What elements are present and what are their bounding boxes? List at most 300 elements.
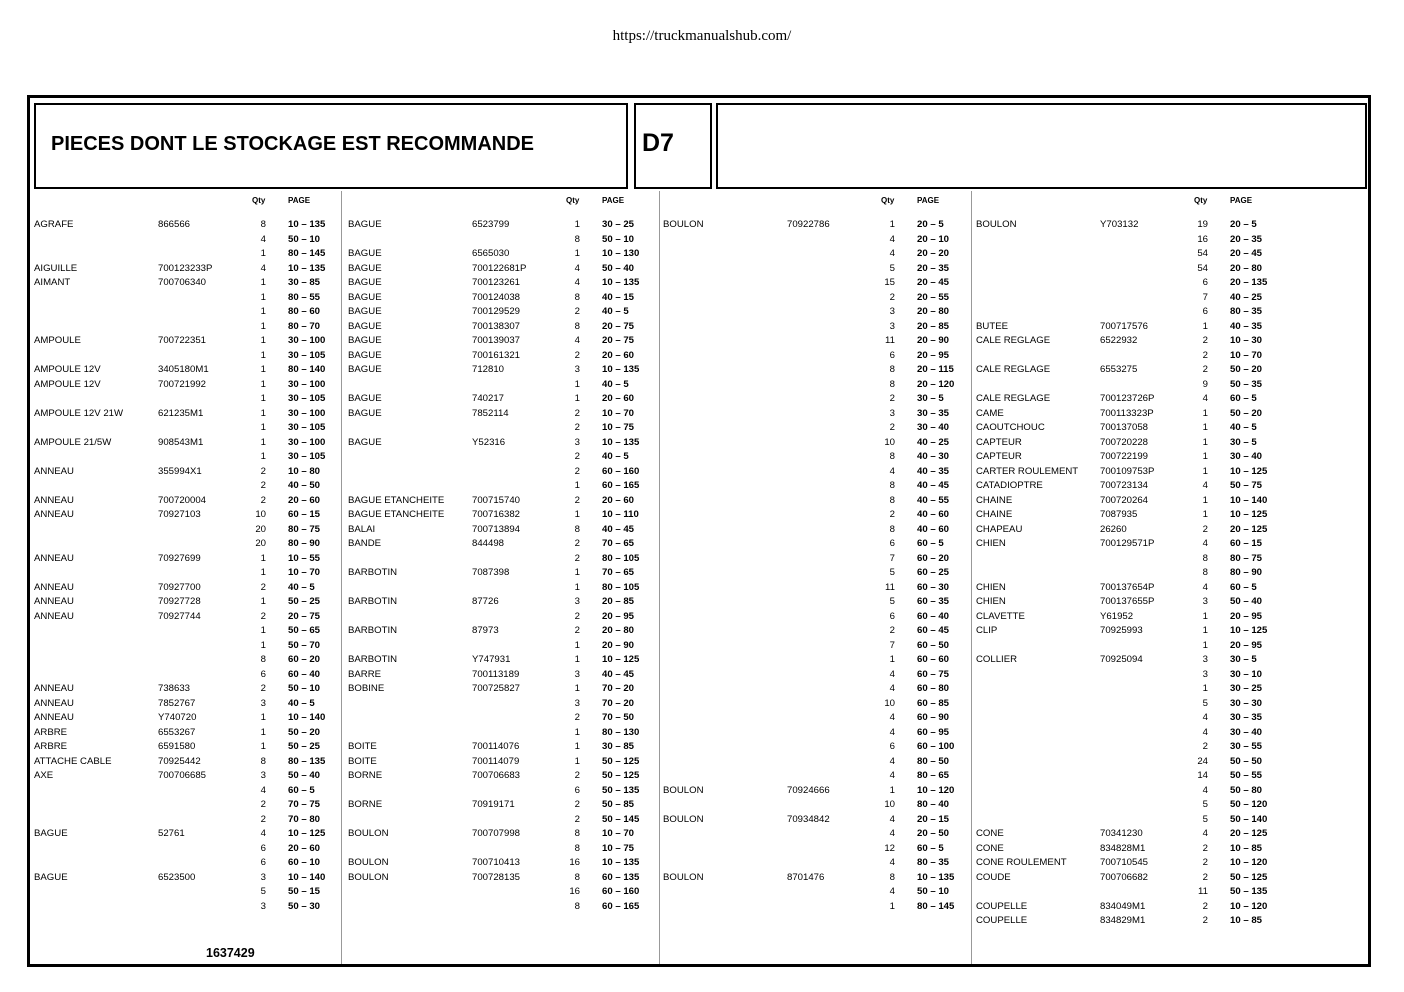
part-name: BAGUE <box>348 364 382 375</box>
page-reference: 80 – 35 <box>1230 306 1263 317</box>
part-reference: 70927103 <box>158 509 201 520</box>
part-name: BAGUE <box>348 306 382 317</box>
part-reference: 70925993 <box>1100 625 1143 636</box>
part-quantity: 2 <box>260 494 266 506</box>
part-quantity: 1 <box>260 451 266 462</box>
page-reference: 30 – 35 <box>1230 712 1263 723</box>
part-reference: 700707998 <box>472 828 521 839</box>
part-name: AMPOULE 21/5W <box>34 436 112 448</box>
page-reference: 50 – 55 <box>1230 770 1263 781</box>
part-reference: 844498 <box>472 538 505 549</box>
part-quantity: 1 <box>260 248 266 259</box>
page-reference: 60 – 90 <box>917 712 950 723</box>
page-reference: 10 – 75 <box>602 422 635 433</box>
part-quantity: 3 <box>574 364 580 375</box>
page-reference: 10 – 130 <box>602 248 640 259</box>
part-quantity: 3 <box>574 668 580 680</box>
part-quantity: 2 <box>889 422 895 433</box>
part-name: BAGUE <box>348 277 382 288</box>
part-reference: 700722351 <box>158 335 207 346</box>
page-reference: 60 – 10 <box>288 857 321 868</box>
part-quantity: 5 <box>1202 813 1208 825</box>
part-quantity: 1 <box>574 741 580 752</box>
page-reference: 30 – 10 <box>1230 668 1263 680</box>
page-reference: 50 – 125 <box>1230 871 1268 883</box>
part-quantity: 4 <box>889 248 895 259</box>
page-reference: 60 – 25 <box>917 567 950 578</box>
part-name: CAPTEUR <box>976 436 1022 448</box>
part-quantity: 4 <box>574 262 580 274</box>
part-name: ATTACHE CABLE <box>34 755 112 767</box>
page-column-header: PAGE <box>602 196 625 205</box>
page-reference: 40 – 25 <box>1230 291 1263 303</box>
part-quantity: 1 <box>1202 494 1208 506</box>
page-reference: 60 – 60 <box>917 654 950 665</box>
part-quantity: 1 <box>260 393 266 404</box>
part-quantity: 7 <box>889 552 895 564</box>
page-reference: 70 – 20 <box>602 697 635 709</box>
page-reference: 20 – 80 <box>917 306 950 317</box>
part-name: BUTEE <box>976 320 1008 332</box>
part-quantity: 1 <box>574 726 580 738</box>
page-reference: 70 – 65 <box>602 567 635 578</box>
page-reference: 50 – 40 <box>1230 596 1263 607</box>
part-quantity: 2 <box>1202 915 1208 926</box>
qty-column-header: Qty <box>881 196 895 205</box>
part-quantity: 4 <box>574 277 580 288</box>
part-quantity: 3 <box>574 436 580 448</box>
part-reference: 6523500 <box>158 871 196 883</box>
section-code-box <box>634 103 712 189</box>
part-quantity: 7 <box>1202 291 1208 303</box>
part-quantity: 5 <box>889 567 895 578</box>
part-name: CHIEN <box>976 581 1006 593</box>
part-name: BARBOTIN <box>348 567 398 578</box>
page-reference: 40 – 30 <box>917 451 950 462</box>
part-quantity: 1 <box>574 567 580 578</box>
page-reference: 60 – 5 <box>917 538 944 549</box>
part-reference: 700728135 <box>472 871 521 883</box>
part-quantity: 6 <box>260 842 266 854</box>
page-reference: 30 – 30 <box>1230 697 1263 709</box>
part-quantity: 3 <box>889 320 895 332</box>
part-quantity: 2 <box>260 465 266 477</box>
part-quantity: 4 <box>889 465 895 477</box>
page-reference: 50 – 50 <box>1230 755 1263 767</box>
part-quantity: 2 <box>574 625 580 636</box>
page-reference: 20 – 120 <box>917 378 955 390</box>
part-name: AGRAFE <box>34 219 74 230</box>
page-reference: 10 – 75 <box>602 842 635 854</box>
part-quantity: 1 <box>260 712 266 723</box>
part-quantity: 6 <box>260 857 266 868</box>
part-reference: 700706685 <box>158 770 207 781</box>
part-name: AXE <box>34 770 54 781</box>
parts-sheet <box>27 95 1371 967</box>
part-quantity: 2 <box>1202 871 1208 883</box>
part-name: CONE ROULEMENT <box>976 857 1067 868</box>
part-reference: 712810 <box>472 364 505 375</box>
page-reference: 80 – 105 <box>602 552 640 564</box>
page-reference: 20 – 60 <box>602 349 635 361</box>
part-quantity: 1 <box>1202 422 1208 433</box>
part-quantity: 1 <box>889 784 895 796</box>
part-name: BOULON <box>976 219 1017 230</box>
part-reference: 87726 <box>472 596 499 607</box>
page-reference: 60 – 135 <box>602 871 640 883</box>
part-quantity: 4 <box>1202 828 1208 839</box>
part-quantity: 20 <box>255 523 266 535</box>
part-name: COUDE <box>976 871 1011 883</box>
part-reference: 70922786 <box>787 219 830 230</box>
page-reference: 10 – 140 <box>288 871 326 883</box>
page-reference: 40 – 60 <box>917 509 950 520</box>
page-reference: 80 – 145 <box>917 900 955 912</box>
part-quantity: 2 <box>574 813 580 825</box>
page-reference: 20 – 60 <box>602 494 635 506</box>
qty-column-header: Qty <box>566 196 580 205</box>
page-reference: 10 – 55 <box>288 552 321 564</box>
part-reference: 700720004 <box>158 494 207 506</box>
page-reference: 80 – 140 <box>288 364 326 375</box>
page-reference: 20 – 125 <box>1230 523 1268 535</box>
part-name: BAGUE <box>348 407 382 419</box>
part-reference: 700109753P <box>1100 465 1155 477</box>
part-reference: 700129571P <box>1100 538 1155 549</box>
part-reference: 70924666 <box>787 784 830 796</box>
part-reference: 70927700 <box>158 581 201 593</box>
page-reference: 50 – 10 <box>288 683 321 694</box>
page-reference: 60 – 160 <box>602 886 640 897</box>
part-quantity: 8 <box>574 842 580 854</box>
part-reference: 7087398 <box>472 567 510 578</box>
page-reference: 20 – 45 <box>917 277 950 288</box>
page-reference: 80 – 135 <box>288 755 326 767</box>
part-quantity: 4 <box>260 828 266 839</box>
part-quantity: 3 <box>889 306 895 317</box>
page-reference: 50 – 10 <box>917 886 950 897</box>
page-reference: 50 – 140 <box>1230 813 1268 825</box>
part-name: CATADIOPTRE <box>976 480 1043 491</box>
page-reference: 40 – 25 <box>917 436 950 448</box>
part-reference: 7852767 <box>158 697 196 709</box>
part-quantity: 2 <box>260 683 266 694</box>
part-reference: 700161321 <box>472 349 521 361</box>
page-reference: 60 – 160 <box>602 465 640 477</box>
part-quantity: 2 <box>260 480 266 491</box>
part-quantity: 10 <box>884 799 895 810</box>
part-reference: 866566 <box>158 219 191 230</box>
part-name: AIGUILLE <box>34 262 78 274</box>
part-reference: 700124038 <box>472 291 521 303</box>
page-reference: 50 – 20 <box>288 726 321 738</box>
page-reference: 50 – 120 <box>1230 799 1268 810</box>
part-quantity: 16 <box>1197 233 1208 245</box>
part-reference: 6523799 <box>472 219 510 230</box>
part-reference: 700113323P <box>1100 407 1154 419</box>
part-quantity: 1 <box>260 741 266 752</box>
page-reference: 30 – 105 <box>288 349 326 361</box>
part-quantity: 54 <box>1197 262 1208 274</box>
part-quantity: 2 <box>1202 842 1208 854</box>
page-reference: 80 – 35 <box>917 857 950 868</box>
part-quantity: 6 <box>1202 306 1208 317</box>
part-quantity: 3 <box>1202 668 1208 680</box>
page-reference: 80 – 60 <box>288 306 321 317</box>
page-reference: 50 – 70 <box>288 639 321 651</box>
part-reference: 7087935 <box>1100 509 1138 520</box>
part-reference: 700710413 <box>472 857 521 868</box>
section-code: D7 <box>642 129 674 157</box>
page-reference: 20 – 10 <box>917 233 950 245</box>
part-name: ARBRE <box>34 741 68 752</box>
part-quantity: 4 <box>574 335 580 346</box>
part-quantity: 1 <box>260 552 266 564</box>
part-quantity: 6 <box>1202 277 1208 288</box>
page-reference: 30 – 105 <box>288 393 326 404</box>
part-quantity: 1 <box>574 219 580 230</box>
part-quantity: 2 <box>574 407 580 419</box>
page-reference: 80 – 145 <box>288 248 326 259</box>
page-reference: 10 – 140 <box>288 712 326 723</box>
part-quantity: 3 <box>260 770 266 781</box>
page-reference: 40 – 5 <box>288 581 315 593</box>
part-name: CONE <box>976 828 1004 839</box>
part-name: BAGUE <box>348 291 382 303</box>
page-reference: 20 – 125 <box>1230 828 1268 839</box>
page-reference: 10 – 125 <box>602 654 640 665</box>
part-quantity: 4 <box>260 262 266 274</box>
part-quantity: 2 <box>1202 857 1208 868</box>
part-reference: 700122681P <box>472 262 527 274</box>
part-name: CHIEN <box>976 596 1006 607</box>
page-reference: 60 – 5 <box>917 842 944 854</box>
page-reference: 10 – 70 <box>602 828 635 839</box>
part-quantity: 16 <box>569 886 580 897</box>
part-name: BALAI <box>348 523 376 535</box>
part-reference: 6553275 <box>1100 364 1138 375</box>
page-reference: 60 – 95 <box>917 726 950 738</box>
part-quantity: 3 <box>1202 596 1208 607</box>
part-reference: 700717576 <box>1100 320 1149 332</box>
part-quantity: 1 <box>574 755 580 767</box>
page-reference: 40 – 55 <box>917 494 950 506</box>
page-reference: 10 – 85 <box>1230 842 1263 854</box>
part-quantity: 1 <box>889 219 895 230</box>
page-reference: 40 – 45 <box>602 668 635 680</box>
part-reference: Y52316 <box>472 436 506 448</box>
part-quantity: 6 <box>889 610 895 622</box>
part-quantity: 8 <box>574 233 580 245</box>
part-quantity: 3 <box>260 871 266 883</box>
page-reference: 40 – 5 <box>602 378 629 390</box>
page-reference: 10 – 120 <box>1230 857 1268 868</box>
part-quantity: 4 <box>889 233 895 245</box>
part-quantity: 3 <box>574 596 580 607</box>
part-reference: 70934842 <box>787 813 830 825</box>
part-quantity: 1 <box>574 480 580 491</box>
part-quantity: 1 <box>574 683 580 694</box>
page-reference: 40 – 5 <box>288 697 315 709</box>
part-reference: 700725827 <box>472 683 521 694</box>
page-reference: 20 – 20 <box>917 248 950 259</box>
page-reference: 60 – 40 <box>288 668 321 680</box>
part-quantity: 6 <box>574 784 580 796</box>
part-name: AMPOULE 12V <box>34 364 101 375</box>
page-reference: 40 – 5 <box>602 451 629 462</box>
page-reference: 50 – 40 <box>288 770 321 781</box>
page-reference: 60 – 35 <box>917 596 950 607</box>
part-quantity: 3 <box>260 697 266 709</box>
page-column-header: PAGE <box>917 196 940 205</box>
part-name: CHAINE <box>976 494 1013 506</box>
part-quantity: 1 <box>260 726 266 738</box>
part-quantity: 4 <box>889 886 895 897</box>
part-reference: 834828M1 <box>1100 842 1146 854</box>
part-reference: 7852114 <box>472 407 509 419</box>
part-reference: 700706340 <box>158 277 207 288</box>
part-quantity: 11 <box>1198 886 1208 897</box>
part-name: ANNEAU <box>34 581 74 593</box>
part-name: CLIP <box>976 625 998 636</box>
page-reference: 20 – 50 <box>917 828 950 839</box>
part-quantity: 8 <box>889 494 895 506</box>
part-name: BOITE <box>348 741 377 752</box>
part-quantity: 10 <box>884 436 895 448</box>
part-quantity: 2 <box>574 465 580 477</box>
part-quantity: 8 <box>260 219 266 230</box>
part-quantity: 8 <box>889 451 895 462</box>
page-reference: 10 – 135 <box>288 262 326 274</box>
page-reference: 30 – 5 <box>1230 436 1257 448</box>
page-reference: 30 – 35 <box>917 407 950 419</box>
document-reference: 1637429 <box>206 946 255 960</box>
part-name: CHIEN <box>976 538 1006 549</box>
part-quantity: 8 <box>574 523 580 535</box>
part-quantity: 1 <box>1202 320 1208 332</box>
part-name: BORNE <box>348 799 383 810</box>
part-quantity: 5 <box>889 596 895 607</box>
page-reference: 40 – 45 <box>917 480 950 491</box>
page-reference: 20 – 75 <box>602 335 635 346</box>
page-reference: 80 – 75 <box>1230 552 1263 564</box>
page-reference: 60 – 5 <box>1230 581 1257 593</box>
part-reference: 70919171 <box>472 799 515 810</box>
part-quantity: 2 <box>574 538 580 549</box>
page-reference: 60 – 85 <box>917 697 950 709</box>
part-reference: 700139037 <box>472 335 521 346</box>
part-reference: 70341230 <box>1100 828 1143 839</box>
part-name: BAGUE <box>348 248 382 259</box>
page-reference: 20 – 90 <box>602 639 635 651</box>
part-quantity: 15 <box>884 277 895 288</box>
part-quantity: 6 <box>889 349 895 361</box>
part-reference: 355994X1 <box>158 465 202 477</box>
part-quantity: 1 <box>260 277 266 288</box>
part-quantity: 1 <box>1202 465 1208 477</box>
page-reference: 10 – 135 <box>602 277 640 288</box>
page-reference: 70 – 20 <box>602 683 635 694</box>
part-reference: 70925442 <box>158 755 201 767</box>
page-reference: 50 – 10 <box>602 233 635 245</box>
part-quantity: 9 <box>1202 378 1208 390</box>
page-reference: 20 – 60 <box>288 842 321 854</box>
column-divider <box>341 191 342 964</box>
part-quantity: 8 <box>574 320 580 332</box>
page-reference: 20 – 5 <box>917 219 944 230</box>
part-name: CHAINE <box>976 509 1013 520</box>
page-reference: 20 – 35 <box>917 262 950 274</box>
page-reference: 10 – 70 <box>602 407 635 419</box>
part-quantity: 4 <box>889 712 895 723</box>
page-reference: 80 – 90 <box>1230 567 1263 578</box>
part-quantity: 1 <box>889 900 895 912</box>
part-quantity: 2 <box>574 451 580 462</box>
page-reference: 40 – 50 <box>288 480 321 491</box>
part-name: BAGUE <box>34 871 68 883</box>
part-reference: 834829M1 <box>1100 915 1146 926</box>
page-reference: 20 – 95 <box>1230 610 1263 622</box>
part-name: CAOUTCHOUC <box>976 422 1045 433</box>
part-reference: 87973 <box>472 625 499 636</box>
page-reference: 30 – 100 <box>288 335 326 346</box>
page-reference: 80 – 50 <box>917 755 950 767</box>
part-name: CARTER ROULEMENT <box>976 465 1079 477</box>
page-reference: 20 – 5 <box>1230 219 1257 230</box>
page-reference: 20 – 55 <box>917 291 950 303</box>
part-quantity: 8 <box>889 871 895 883</box>
qty-column-header: Qty <box>252 196 266 205</box>
part-name: BOULON <box>348 828 389 839</box>
part-quantity: 4 <box>889 668 895 680</box>
part-quantity: 2 <box>574 494 580 506</box>
part-quantity: 4 <box>260 784 266 796</box>
part-quantity: 1 <box>1202 610 1208 622</box>
part-name: CAPTEUR <box>976 451 1022 462</box>
page-reference: 10 – 70 <box>288 567 321 578</box>
part-quantity: 1 <box>1202 509 1208 520</box>
part-name: AMPOULE <box>34 335 81 346</box>
page-reference: 60 – 20 <box>917 552 950 564</box>
column-divider <box>971 191 972 964</box>
part-name: BAGUE <box>348 349 382 361</box>
part-reference: 6591580 <box>158 741 196 752</box>
part-quantity: 1 <box>260 364 266 375</box>
page-reference: 70 – 50 <box>602 712 635 723</box>
part-name: BARRE <box>348 668 382 680</box>
page-reference: 60 – 100 <box>917 741 955 752</box>
part-name: BOULON <box>663 784 704 796</box>
page-reference: 80 – 65 <box>917 770 950 781</box>
part-quantity: 3 <box>260 900 266 912</box>
page-reference: 80 – 105 <box>602 581 640 593</box>
page-reference: 10 – 125 <box>288 828 326 839</box>
part-reference: 52761 <box>158 828 185 839</box>
part-name: CHAPEAU <box>976 523 1023 535</box>
part-reference: Y61952 <box>1100 610 1134 622</box>
part-quantity: 3 <box>1202 654 1208 665</box>
part-quantity: 1 <box>260 407 266 419</box>
part-quantity: 2 <box>1202 364 1208 375</box>
part-quantity: 2 <box>574 770 580 781</box>
part-name: BAGUE <box>348 436 382 448</box>
page-reference: 40 – 5 <box>602 306 629 317</box>
part-quantity: 14 <box>1197 770 1208 781</box>
part-quantity: 1 <box>260 306 266 317</box>
part-name: ANNEAU <box>34 552 74 564</box>
part-reference: 700706682 <box>1100 871 1149 883</box>
part-quantity: 4 <box>1202 581 1208 593</box>
